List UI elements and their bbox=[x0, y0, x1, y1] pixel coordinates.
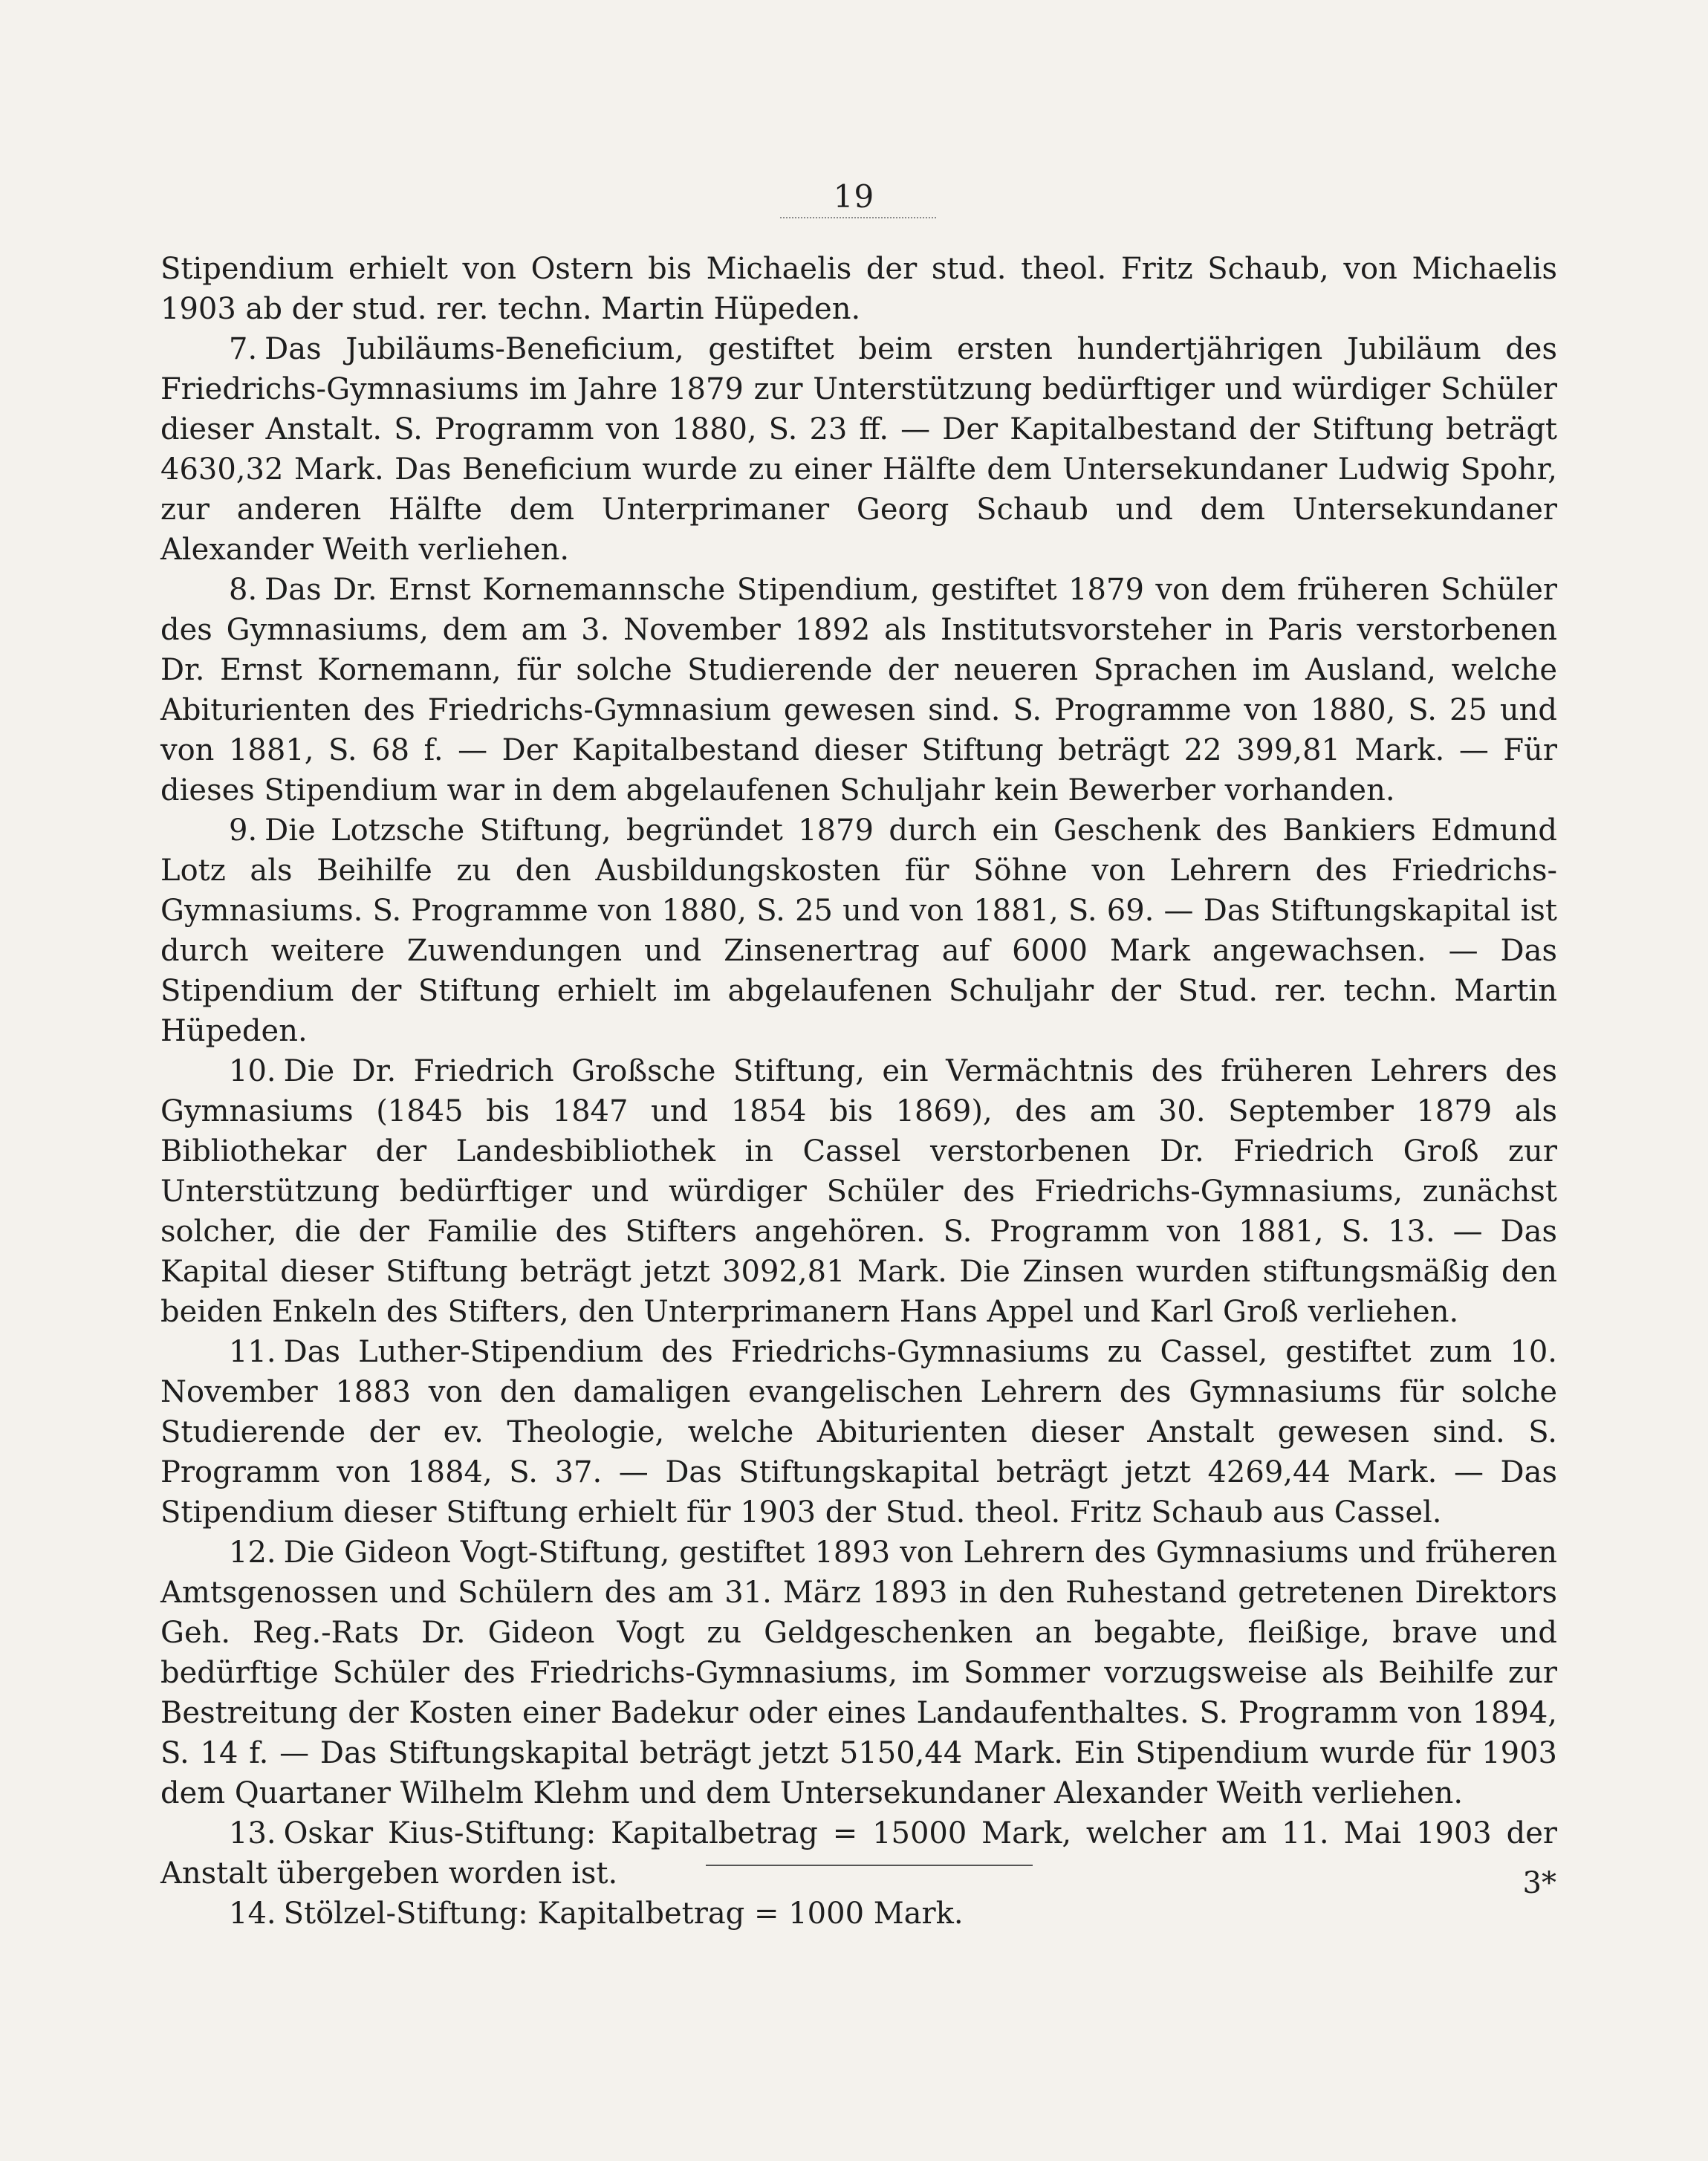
paragraph-text: Die Lotzsche Stiftung, begründet 1879 durch ein Geschenk des Bankiers Edmund Lotz als Beihilfe zu den Ausbildungskosten für Söhne von Lehrern des Friedrichs-Gymnasiums. S. Programme von 1880, S. 25 und von 1881, S. 69. — Das Stiftungskapital ist durch weitere Zuwendungen und Zinsenertrag auf 6000 Mark angewachsen. — Das Stipendium der Stiftung erhielt im abgelaufenen Schuljahr der Stud. rer. techn. Martin Hüpeden. bbox=[160, 813, 1557, 1048]
header-ornament-rule bbox=[780, 217, 936, 218]
paragraph-13 bbox=[160, 1813, 1557, 1894]
paragraph-number: 14. bbox=[229, 1897, 276, 1931]
paragraph-7 bbox=[160, 329, 1557, 570]
footer-rule bbox=[706, 1865, 1033, 1866]
paragraph-number: 13. bbox=[229, 1816, 276, 1850]
paragraph-text: Die Gideon Vogt-Stiftung, gestiftet 1893 von Lehrern des Gymnasiums und früheren Amtsgenossen und Schülern des am 31. März 1893 in den Ruhestand getretenen Direktors Geh. Reg.-Rats Dr. Gideon Vogt zu Geldgeschenken an begabte, fleißige, brave und bedürftige Schüler des Friedrichs-Gymnasiums, im Sommer vorzugsweise als Beihilfe zur Bestreitung der Kosten einer Badekur oder eines Landaufenthaltes. S. Programm von 1894, S. 14 f. — Das Stiftungskapital beträgt jetzt 5150,44 Mark. Ein Stipendium wurde für 1903 dem Quartaner Wilhelm Klehm und dem Untersekundaner Alexander Weith verliehen. bbox=[160, 1536, 1557, 1810]
body-text bbox=[160, 249, 1557, 1934]
paragraph-number: 7. bbox=[229, 332, 258, 366]
signature-mark: 3* bbox=[1522, 1866, 1556, 1900]
paragraph-text: Oskar Kius-Stiftung: Kapitalbetrag = 15000 Mark, welcher am 11. Mai 1903 der Anstalt übergeben worden ist. bbox=[160, 1816, 1557, 1891]
paragraph-text: Das Dr. Ernst Kornemannsche Stipendium, gestiftet 1879 von dem früheren Schüler des Gymnasiums, dem am 3. November 1892 als Institutsvorsteher in Paris verstorbenen Dr. Ernst Kornemann, für solche Studierende der neueren Sprachen im Ausland, welche Abiturienten des Friedrichs-Gymnasium gewesen sind. S. Programme von 1880, S. 25 und von 1881, S. 68 f. — Der Kapitalbestand dieser Stiftung beträgt 22 399,81 Mark. — Für dieses Stipendium war in dem abgelaufenen Schuljahr kein Bewerber vorhanden. bbox=[160, 573, 1557, 807]
paragraph-continuation bbox=[160, 249, 1557, 329]
paragraph-text: Die Dr. Friedrich Großsche Stiftung, ein Vermächtnis des früheren Lehrers des Gymnasiums (1845 bis 1847 und 1854 bis 1869), des am 30. September 1879 als Bibliothekar der Landesbibliothek in Cassel verstorbenen Dr. Friedrich Groß zur Unterstützung bedürftiger und würdiger Schüler des Friedrichs-Gymnasiums, zunächst solcher, die der Familie des Stifters angehören. S. Programm von 1881, S. 13. — Das Kapital dieser Stiftung beträgt jetzt 3092,81 Mark. Die Zinsen wurden stiftungsmäßig den beiden Enkeln des Stifters, den Unterprimanern Hans Appel und Karl Groß verliehen. bbox=[160, 1054, 1557, 1329]
paragraph-number: 10. bbox=[229, 1054, 276, 1088]
paragraph-number: 9. bbox=[229, 813, 258, 848]
paragraph-12 bbox=[160, 1533, 1557, 1813]
paragraph-8 bbox=[160, 570, 1557, 810]
paragraph-9 bbox=[160, 810, 1557, 1051]
paragraph-text: Stipendium erhielt von Ostern bis Michaelis der stud. theol. Fritz Schaub, von Michaelis 1903 ab der stud. rer. techn. Martin Hüpeden. bbox=[160, 252, 1557, 326]
paragraph-text: Das Jubiläums-Beneficium, gestiftet beim ersten hundertjährigen Jubiläum des Friedrichs-Gymnasiums im Jahre 1879 zur Unterstützung bedürftiger und würdiger Schüler dieser Anstalt. S. Programm von 1880, S. 23 ff. — Der Kapitalbestand der Stiftung beträgt 4630,32 Mark. Das Beneficium wurde zu einer Hälfte dem Untersekundaner Ludwig Spohr, zur anderen Hälfte dem Unterprimaner Georg Schaub und dem Untersekundaner Alexander Weith verliehen. bbox=[160, 332, 1557, 567]
paragraph-10 bbox=[160, 1051, 1557, 1332]
paragraph-number: 8. bbox=[229, 573, 258, 607]
paragraph-text: Stölzel-Stiftung: Kapitalbetrag = 1000 Mark. bbox=[283, 1897, 964, 1931]
paragraph-text: Das Luther-Stipendium des Friedrichs-Gymnasiums zu Cassel, gestiftet zum 10. November 1883 von den damaligen evangelischen Lehrern des Gymnasiums für solche Studierende der ev. Theologie, welche Abiturienten dieser Anstalt gewesen sind. S. Programm von 1884, S. 37. — Das Stiftungskapital beträgt jetzt 4269,44 Mark. — Das Stipendium dieser Stiftung erhielt für 1903 der Stud. theol. Fritz Schaub aus Cassel. bbox=[160, 1335, 1557, 1530]
paragraph-11 bbox=[160, 1332, 1557, 1533]
paragraph-14 bbox=[160, 1894, 1557, 1934]
page-number: 19 bbox=[833, 178, 875, 215]
paragraph-number: 12. bbox=[229, 1536, 276, 1570]
paragraph-number: 11. bbox=[229, 1335, 276, 1369]
